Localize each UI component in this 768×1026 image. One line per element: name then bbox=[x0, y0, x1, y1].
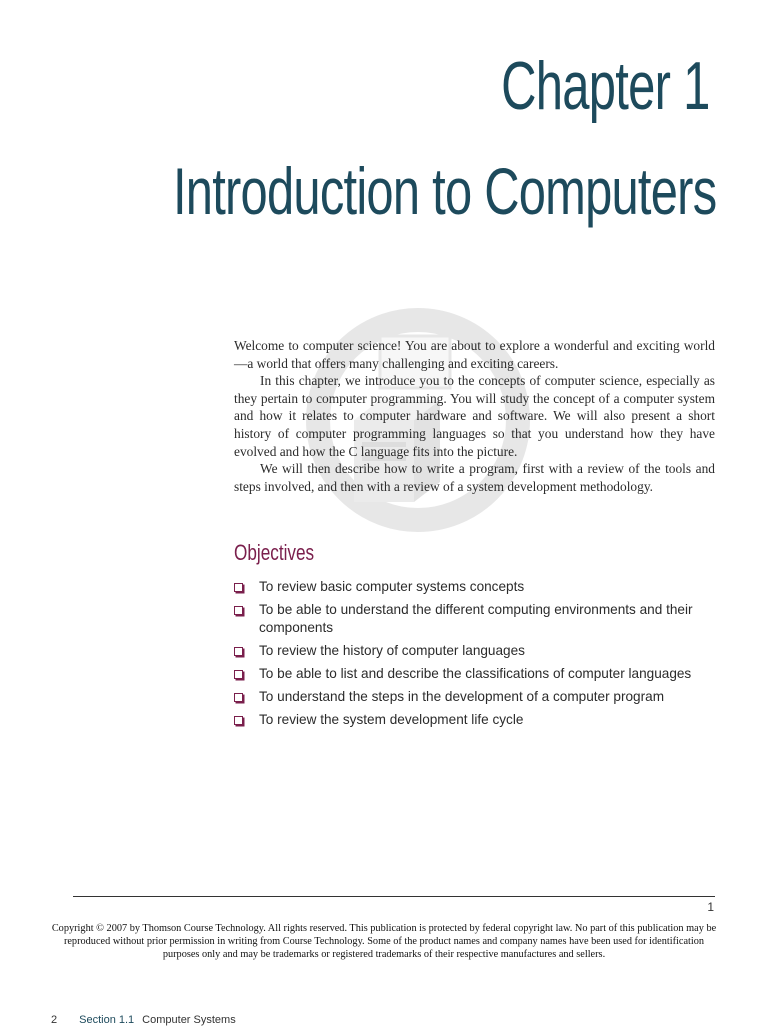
intro-paragraph: We will then describe how to write a program, first with a review of the tools and steps involved, and then with a review of a system development methodology. bbox=[234, 461, 715, 494]
page-number: 1 bbox=[707, 900, 714, 914]
footer-subsection: Computer Systems bbox=[142, 1014, 236, 1026]
checkbox-bullet-icon bbox=[234, 716, 243, 725]
objective-item bbox=[234, 665, 715, 683]
footer-rule bbox=[73, 896, 715, 897]
objectives-list bbox=[234, 578, 715, 734]
checkbox-bullet-icon bbox=[234, 583, 243, 592]
objective-item bbox=[234, 578, 715, 596]
objective-text: To review the history of computer languages bbox=[259, 643, 525, 658]
objective-item bbox=[234, 688, 715, 706]
chapter-title: Introduction to Computers bbox=[172, 154, 716, 228]
checkbox-bullet-icon bbox=[234, 670, 243, 679]
objectives-heading: Objectives bbox=[234, 540, 315, 565]
checkbox-bullet-icon bbox=[234, 647, 243, 656]
intro-text bbox=[234, 337, 715, 495]
footer-section: Section 1.1 bbox=[79, 1014, 135, 1026]
objective-item bbox=[234, 711, 715, 729]
objective-text: To understand the steps in the development of a computer program bbox=[259, 689, 665, 704]
running-footer bbox=[51, 1014, 236, 1026]
objective-text: To be able to understand the different computing environments and their components bbox=[259, 602, 693, 635]
objective-text: To review the system development life cycle bbox=[259, 712, 524, 727]
objective-text: To review basic computer systems concepts bbox=[259, 579, 525, 594]
intro-paragraph: Welcome to computer science! You are about to explore a wonderful and exciting world—a world that offers many challenging and exciting careers. bbox=[234, 338, 715, 371]
copyright-notice: Copyright © 2007 by Thomson Course Technology. All rights reserved. This publication is protected by federal copyright law. No part of this publication may be reproduced without prior permission in writing from Course Technology. Some of the product names and company names have been used for identification purposes only and may be trademarks or registered trademarks of their respective manufactures and sellers. bbox=[51, 923, 717, 960]
footer-page-number: 2 bbox=[51, 1014, 58, 1026]
checkbox-bullet-icon bbox=[234, 606, 243, 615]
checkbox-bullet-icon bbox=[234, 693, 243, 702]
objective-item bbox=[234, 642, 715, 660]
intro-paragraph: In this chapter, we introduce you to the concepts of computer science, especially as they pertain to computer programming. You will study the concept of a computer system and how it relates to computer hardware and software. We will also present a short history of computer programming languages so that you understand how they have evolved and how the C language fits into the picture. bbox=[234, 373, 715, 459]
objective-text: To be able to list and describe the classifications of computer languages bbox=[259, 666, 692, 681]
chapter-number: Chapter 1 bbox=[501, 48, 710, 124]
objective-item bbox=[234, 601, 715, 637]
